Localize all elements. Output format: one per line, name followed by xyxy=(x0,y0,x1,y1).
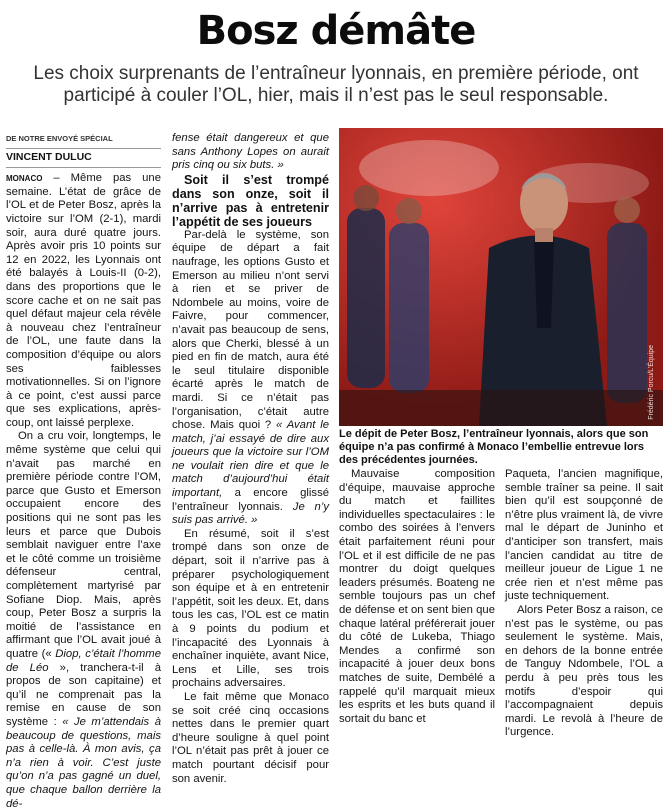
paragraph xyxy=(172,229,329,528)
quote: « Avant le match, j’ai essayé de dire aux joueurs que la victoire sur l’OM ne voulait rien dire et que le match d’aujourd’hui était important, xyxy=(172,419,329,500)
paragraph: Le fait même que Monaco se soit créé cinq occasions nettes dans le premier quart d’heure souligne à quel point l’OL n’était pas prêt à jouer ce match pourtant décisif pour son avenir. xyxy=(172,690,329,785)
paragraph: Alors Peter Bosz a raison, ce n’est pas le système, ou pas seulement le système. Mais, en dehors de la bonne entrée de Tanguy Ndombele, l’OL a perdu à peu près tous les motifs d’espoir qui l’accompagnaient depuis mardi. Le revolà à l’heure de l’urgence. xyxy=(505,603,663,739)
paragraph: Paqueta, l’ancien magnifique, semble traîner sa peine. Il sait bien qu’il est soupçonné de n’être plus vraiment là, de vivre mal le départ de Juninho et d’anticiper son transfert, mais l’ancien candidat au titre de meilleur joueur de Ligue 1 ne crée rien et n’est même pas juste techniquement. xyxy=(505,468,663,603)
subheading: Soit il s’est trompé dans son onze, soit il n’arrive pas à entretenir l’appétit de ses joueurs xyxy=(172,172,329,229)
paragraph-text: a encore glissé l’entraîneur lyonnais. xyxy=(172,487,330,513)
byline-author: VINCENT DULUC xyxy=(6,151,161,169)
quote: « Je m’attendais à beaucoup de questions, mais pas à celle-là. À mon avis, ça n’a rien à voir. C’est juste qu’on n’a pas gagné un duel, que chaque ballon derrière la dé- xyxy=(6,715,161,810)
paragraph-text: – Même pas une semaine. L’état de grâce de l’OL et de Peter Bosz, après la victoire sur l’OM (2-1), mardi soir, aura duré quatre jours. Après avoir pris 10 points sur 12 en 2022, les Lyonnais ont été balayés à Louis-II (0-2), dans des proportions que le score cache et on ne sait pas quel défaut majeur cela révèle à nouveau chez l’entraîneur de l’OL, une faute dans la composition d’équipe ou alors ses faiblesses motivationnelles. Si on l’ignore à ce point, c’est aussi parce que ses explications, après-coup, ont laissé perplexe. xyxy=(6,172,161,429)
paragraph xyxy=(172,132,329,173)
paragraph-text: », tranchera-t-il à propos de son capitaine) et qu’il ne comprenait pas la remise en cause de son système : xyxy=(6,661,161,728)
article-column-4 xyxy=(505,468,663,740)
standfirst: Les choix surprenants de l’entraîneur lyonnais, en première période, ont participé à couler l’OL, hier, mais il n’est pas le seul responsable. xyxy=(33,63,639,106)
dateline: MONACO xyxy=(6,174,43,184)
paragraph xyxy=(6,430,161,811)
quote: Diop, c’était l’homme de Léo xyxy=(6,647,161,674)
paragraph-text: On a cru voir, longtemps, le même système que celui qui n’avait pas marché en première période contre l’OM, parce que Gusto et Emerson occupaient encore des positions qui ne sont pas les leurs et parce que Dubois semblait naviguer entre l’axe et le côté comme un troisième défenseur central, complètement martyrisé par Sofiane Diop. Mais, après coup, Peter Bosz a surpris la moitié de l’assistance en affirmant que l’OL avait joué à quatre (« xyxy=(6,430,161,660)
quote: fense était dangereux et que sans Anthony Lopes on aurait pris cinq ou six buts. » xyxy=(172,132,329,172)
article-column-2 xyxy=(172,132,329,786)
photo-caption: Le dépit de Peter Bosz, l’entraîneur lyonnais, alors que son équipe n’a pas confirmé à Monaco l’embellie entrevue lors des précédentes journées. xyxy=(339,428,649,466)
article-column-3 xyxy=(339,468,495,726)
paragraph xyxy=(6,172,161,430)
paragraph-text: Par-delà le système, son équipe de départ a fait naufrage, les options Gusto et Emerson au milieu n’ont servi à rien et se priver de Ndombele au moins, voire de Faivre, pour commencer, n’avait pas beaucoup de sens, alors que Cherki, blessé à un pied en fin de match, aura été le seul titulaire disponible écarté après le match de mardi. Si ce n’était pas l’organisation, c’était autre chose. Mais quoi ? xyxy=(172,228,329,432)
paragraph: En résumé, soit il s’est trompé dans son onze de départ, soit il n’arrive pas à préparer psychologiquement son équipe et à en entretenir l’appétit, soit les deux. Et, dans tous les cas, l’OL est ce matin à 9 points du podium et l’incapacité des Lyonnais à enchaîner inquiète, avant Nice, Lens et Lille, ses trois prochains adversaires. xyxy=(172,527,329,690)
byline-label: DE NOTRE ENVOYÉ SPÉCIAL xyxy=(6,132,161,149)
headline: Bosz démâte xyxy=(196,8,476,54)
coach-photo xyxy=(339,128,663,426)
photo-illustration xyxy=(339,128,663,426)
article-column-1 xyxy=(6,132,161,811)
paragraph: Mauvaise composition d’équipe, mauvaise approche du match et faillites individuelles spectaculaires : le combo des soirées à l’envers était parfaitement réuni pour l’OL et il est difficile de ne pas montrer du doigt quelques leaders présumés. Boateng ne semble toujours pas un chef de défense et on sent bien que chaque latéral préférerait jouer du côté de Lukeba, Thiago Mendes a confirmé son incapacité à jouer deux bons matches de suite, Dembélé a rappelé qu’il marquait mieux les esprits et les buts quand il sortait du banc et xyxy=(339,468,495,725)
quote: Je n’y suis pas arrivé. » xyxy=(172,500,329,527)
photo-credit: Frédéric Porcu/L’Équipe xyxy=(648,345,655,420)
